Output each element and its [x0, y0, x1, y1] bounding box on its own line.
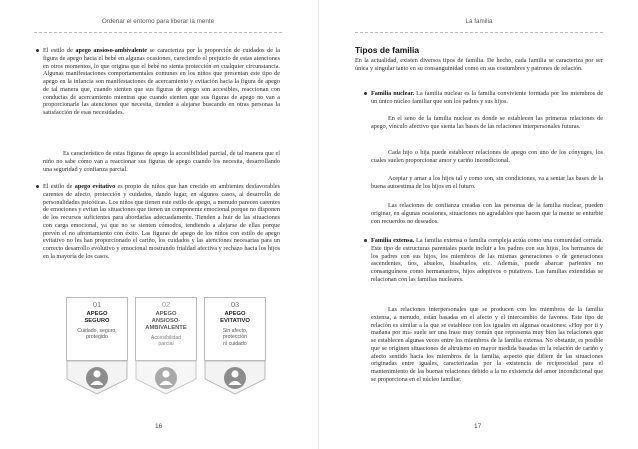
section-heading: Tipos de familia: [355, 45, 420, 55]
card-title-line: AMBIVALENTE: [145, 325, 187, 331]
paragraph-lead: El estilo de: [43, 183, 75, 190]
term-apego-ansioso-ambivalente: apego ansioso-ambivalente: [75, 47, 148, 54]
card-desc-line: protección: [223, 334, 247, 341]
paragraph-primeras-relaciones: En el seno de la familia nuclear es donde se establecen las primeras relaciones de apego, vínculo afectivo que sienta las bases de las relaciones interpersonales futuras.: [371, 115, 603, 130]
paragraph-relaciones-interpersonales: Las relaciones interpersonales que se producen con los miembros de la familia extensa, a menudo, están basadas en el afecto y el intercambio de favores. Este tipo de relación es similar a la que se establece con los iguales en algunas ocasiones: «Hoy por ti y mañana por mí» suele ser una frase muy común que representa muy bien las relaciones que se establecen algunas veces entre los miembros de la familia extensa. No obstante, es posible que se originen situaciones de altruismo en mayor medida basadas en la relación de cariño y afecto sentido hacia los miembros de la familia, aspecto que difiere de las situaciones originadas entre iguales, caracterizadas por la existencia de reciprocidad para el mantenimiento de las buenas relaciones debido a la no existencia del amor incondicional que se proporciona en el núcleo familiar.: [371, 306, 603, 383]
card-title: [135, 311, 197, 332]
paragraph-relaciones-confianza: Las relaciones de confianza creadas con las personas de la familia nuclear, pueden originar, en algunas ocasiones, situaciones no agradables que hacen que la mente se enturbie con recuerdos no deseados.: [371, 202, 603, 225]
card-apego-evitativo: [204, 297, 266, 395]
card-desc-line: Cuidado, seguro,: [77, 328, 117, 334]
card-title-line: SEGURO: [84, 318, 110, 324]
bullet-dot: [36, 185, 39, 188]
card-apego-ansioso-ambivalente: [135, 297, 197, 395]
term-familia-nuclear: Familia nuclear.: [371, 90, 415, 97]
running-head-left: Ordenar el entorno para liberar la mente: [101, 18, 215, 25]
person-icon: [66, 359, 128, 395]
paragraph-conyuges: Cada hijo o hija puede establecer relaciones de apego con uno de los cónyuges, los cuales suelen proporcionar amor y cariño incondicional.: [371, 149, 603, 164]
page-number-right: 17: [474, 423, 482, 430]
card-title-line: ANSIOSO-: [151, 318, 181, 324]
card-title-line: EVITATIVO: [220, 318, 250, 324]
right-page: [319, 0, 638, 449]
card-desc-line: protegido: [86, 334, 108, 341]
paragraph-familia-nuclear: [371, 90, 603, 106]
paragraph-lead: El estilo de: [43, 47, 76, 54]
term-familia-extensa: Familia extensa.: [371, 237, 415, 244]
card-description: [69, 328, 125, 341]
person-icon: [135, 359, 197, 395]
card-desc-line: ni cuidado: [223, 340, 247, 347]
card-number: 01: [92, 300, 102, 309]
paragraph-ansioso-ambivalente: [43, 47, 280, 117]
card-desc-line: parcial: [158, 341, 174, 348]
card-description: [138, 335, 194, 348]
paragraph-apego-evitativo: [43, 183, 280, 261]
card-desc-line: Sin afecto,: [222, 328, 248, 334]
card-number: 03: [230, 300, 240, 309]
paragraph-body: La familia extensa o familia compleja actúa como una comunidad cerrada. Este tipo de estructuras parentales puede incluir a los padres con sus hijos, los hermanos de los padres con sus hijos, los miembros de las mismas generaciones o de generaciones ascendentes, tíos, abuelos, bisabuelos, etc. Además, puede abarcar parientes no consanguíneos como hermanastros, hijos adoptivos o putativos. Las familias extendidas se relacionan con las familias nucleares.: [371, 237, 603, 283]
card-title-line: APEGO: [86, 311, 108, 317]
paragraph-body: se caracteriza por la proporción de cuidados de la figura de apego hacia el bebé en algunas ocasiones, careciendo el prejuicio de estas atenciones en otros momentos, lo que origina que el bebé no sienta protección en cualquier circunstancia. Algunas manifestaciones comportamentales comunes en los niños que presentan este tipo de apego en la infancia son manifestaciones de acercamiento y evitación hacia la figura de apego de tal manera que, cuando sienten que sus figuras de apego son accesibles, reaccionan con conductas de acercamiento mientras que cuando sienten que sus figuras de apego no van a proporcionarle las atenciones que necesita, tienden a alejarse buscando en otras personas la satisfacción de esas necesidades.: [43, 47, 280, 116]
card-title: [66, 311, 128, 325]
card-title-line: APEGO: [224, 311, 246, 317]
page-number-left: 16: [155, 423, 163, 430]
card-title-line: APEGO: [155, 311, 177, 317]
bullet-dot: [364, 239, 367, 242]
attachment-styles-figure: [66, 297, 266, 397]
header-rule-left: [34, 32, 282, 33]
paragraph-accesibilidad-parcial: Es característico de estas figuras de apego la accesibilidad parcial, de tal manera que el niño no sabe cómo van a reaccionar sus figuras de apego cuando los necesita, desarrollando una seguridad y confianza parcial.: [43, 150, 280, 173]
paragraph-familia-extensa: [371, 237, 603, 284]
running-head-right: La familia: [465, 18, 493, 25]
term-apego-evitativo: apego evitativo: [74, 183, 116, 190]
paragraph-autoestima: Aceptar y amar a los hijos tal y como son, sin condiciones, va a sentar las bases de la buena autoestima de los hijos en el futuro.: [371, 175, 603, 190]
card-apego-seguro: [66, 297, 128, 395]
person-icon: [204, 359, 266, 395]
card-desc-line: Accesibilidad: [150, 335, 182, 341]
card-title: [204, 311, 266, 325]
bullet-dot: [364, 92, 367, 95]
card-description: [207, 328, 263, 347]
bullet-dot: [36, 49, 39, 52]
paragraph-body: La familia nuclear es la familia conviviente formada por los miembros de un único núcleo familiar que son los padres y sus hijos.: [371, 90, 603, 105]
paragraph-intro: En la actualidad, existen diversos tipos de familia. De hecho, cada familia se caracteriza por ser única y singular tanto en su consanguinidad como en sus costumbres y patrones de relación.: [355, 57, 603, 72]
header-rule-right: [355, 32, 603, 33]
paragraph-body: es propio de niños que han crecido en ambientes desfavorables carentes de afecto, protección y cuidados, dando lugar, en algunos casos, al desarrollo de personalidades psicóticas. Los niños que tienen este estilo de apego, a menudo parecen carentes de emociones y evitan las situaciones que tienen un componente emocional porque no disponen de los recursos suficientes para abordarlas adecuadamente. Tienden a huir de las situaciones con carga emocional, ya que no se sienten cómodos, tendiendo a alejarse de ellas porque prevén el no afrontamiento con éxito. Las figuras de apego de los niños con estilo de apego evitativo no les han proporcionado el cariño, los cuidados y las atenciones necesarias para un correcto desarrollo evolutivo y emocional mostrando frialdad afectiva y rechazo hacia los hijos en la mayoría de los casos.: [43, 183, 281, 260]
card-number: 02: [161, 300, 171, 309]
